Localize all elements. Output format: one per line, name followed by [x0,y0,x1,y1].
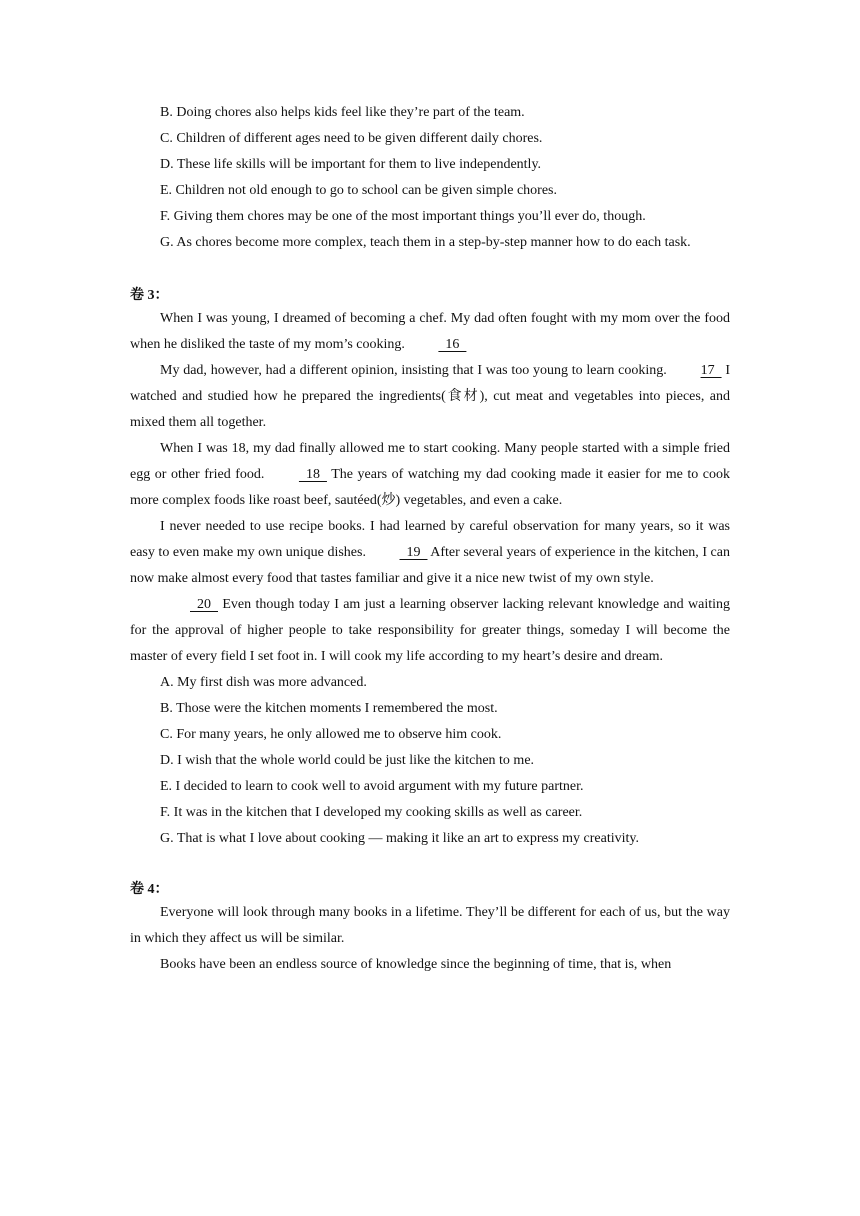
option-item: B. Those were the kitchen moments I remembered the most. [160,701,498,716]
option-item: E. Children not old enough to go to school can be given simple chores. [160,183,557,198]
section-spacer [130,852,730,880]
paragraph-text: After several years of experience in the kitchen, I can now make almost every food that tastes familiar and give it a nice new twist of my own style. [130,545,730,586]
paragraph-text: I watched and studied how he prepared the ingredients(食材), cut meat and vegetables into pieces, and mixed them all together. [130,363,730,430]
paragraph [130,592,730,670]
option-item: G. As chores become more complex, teach them in a step-by-step manner how to do each task. [160,235,691,250]
section-2-options [130,100,730,256]
paragraph [130,306,730,358]
option-item: C. Children of different ages need to be given different daily chores. [160,131,543,146]
option-item: E. I decided to learn to cook well to avoid argument with my future partner. [160,779,584,794]
option-item: G. That is what I love about cooking — making it like an art to express my creativity. [160,831,640,846]
answer-blank-18: 18 [298,467,327,482]
answer-blank-17: 17 [700,363,722,378]
answer-blank-20: 20 [190,597,218,612]
option-item: C. For many years, he only allowed me to observe him cook. [160,727,502,742]
section-spacer [130,256,730,286]
option-item: B. Doing chores also helps kids feel like they’re part of the team. [160,105,525,120]
paragraph [130,436,730,514]
paragraph-text: The years of watching my dad cooking made it easier for me to cook more complex foods like roast beef, sautéed(炒) vegetables, and even a cake. [130,467,730,508]
paragraph-text: Even though today I am just a learning observer lacking relevant knowledge and waiting for the approval of higher people to take responsibility for greater things, someday I will become the master of every field I set foot in. I will cook my life according to my heart’s desire and dream. [130,597,730,664]
section-4 [130,880,730,978]
paragraph-text: I never needed to use recipe books. I had learned by careful observation for many years, so it was easy to even make my own unique dishes. [130,519,730,560]
document-page [130,100,730,978]
option-item: D. I wish that the whole world could be just like the kitchen to me. [160,753,535,768]
paragraph: Books have been an endless source of knowledge since the beginning of time, that is, when [160,957,672,972]
paragraph-text: When I was young, I dreamed of becoming a chef. My dad often fought with my mom over the food when he disliked the taste of my mom’s cooking. [130,311,730,352]
section-title: 卷 3： [130,288,169,303]
paragraph [130,514,730,592]
paragraph-text: When I was 18, my dad finally allowed me to start cooking. Many people started with a simple fried egg or other fried food. [130,441,730,482]
section-title: 卷 4： [130,882,169,897]
option-item: F. Giving them chores may be one of the most important things you’ll ever do, though. [160,209,646,224]
option-item: A. My first dish was more advanced. [160,675,367,690]
paragraph: Everyone will look through many books in a lifetime. They’ll be different for each of us, but the way in which they affect us will be similar. [130,905,730,946]
paragraph [130,358,730,436]
answer-blank-16: 16 [438,337,467,352]
paragraph-text: My dad, however, had a different opinion, insisting that I was too young to learn cooking. [160,363,671,378]
section-3 [130,286,730,852]
section-3-options [130,670,730,852]
option-item: D. These life skills will be important for them to live independently. [160,157,542,172]
answer-blank-19: 19 [399,545,428,560]
option-item: F. It was in the kitchen that I developed my cooking skills as well as career. [160,805,583,820]
